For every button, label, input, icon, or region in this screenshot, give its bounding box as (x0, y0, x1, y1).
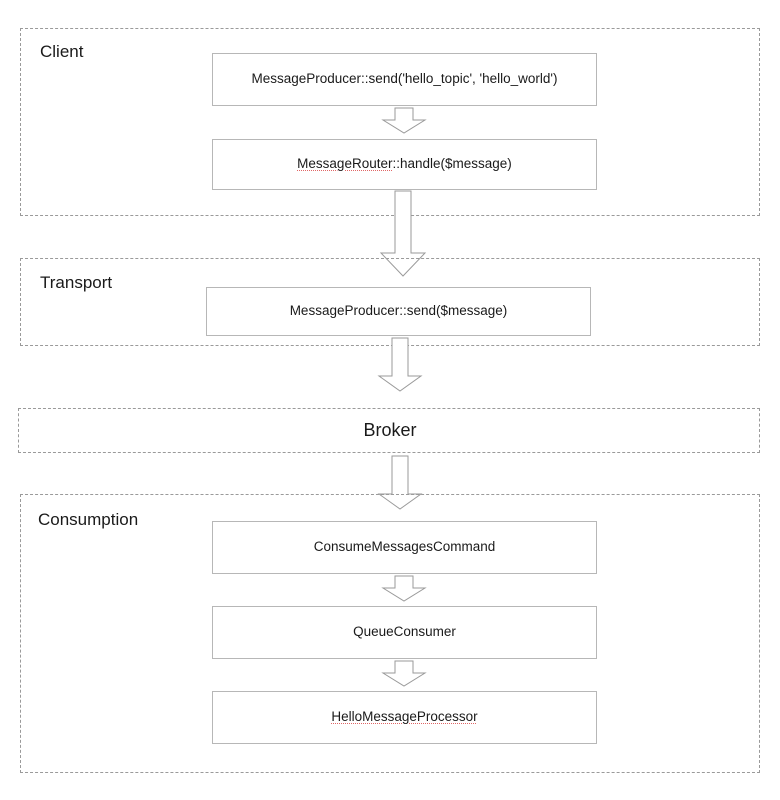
arrow-queue-to-processor (382, 661, 426, 687)
box-queue-consumer (212, 606, 597, 659)
box-label-misspelled-token: MessageRouter (297, 156, 393, 172)
arrow-consume-to-queue (382, 576, 426, 602)
box-label-misspelled-token: HelloMessageProcessor (331, 709, 478, 725)
box-label: MessageProducer::send('hello_topic', 'hello_world') (251, 71, 558, 87)
group-label-consumption: Consumption (38, 510, 139, 529)
group-label-client: Client (40, 42, 84, 61)
box-label (323, 709, 485, 726)
arrow-producer-to-router (382, 108, 426, 134)
box-consume-messages-command (212, 521, 597, 574)
box-hello-message-processor (212, 691, 597, 744)
box-message-router-handle (212, 139, 597, 190)
box-label (289, 156, 520, 173)
box-label: QueueConsumer (353, 624, 456, 640)
arrow-transport-to-broker (377, 338, 423, 392)
box-label: MessageProducer::send($message) (289, 303, 508, 319)
box-label-suffix: ::handle($message) (392, 156, 512, 172)
box-label: ConsumeMessagesCommand (313, 539, 496, 555)
group-label-transport: Transport (40, 273, 113, 292)
group-label-broker: Broker (363, 420, 417, 440)
box-transport-producer-send (206, 287, 591, 336)
box-message-producer-send-topic (212, 53, 597, 106)
